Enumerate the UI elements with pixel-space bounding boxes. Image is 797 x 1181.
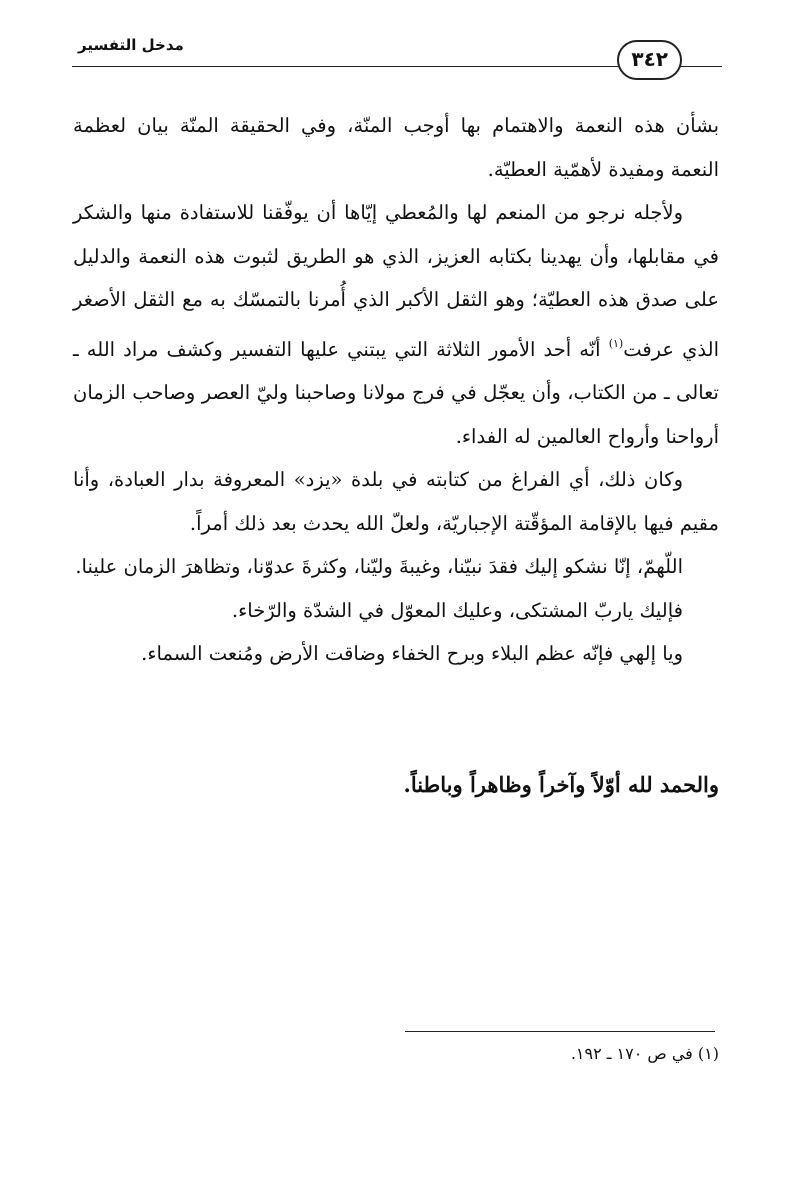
paragraph: اللّهمّ، إنّا نشكو إليك فقدَ نبيّنا، وغيبةَ وليّنا، وكثرةَ عدوّنا، وتظاهرَ الزمان علينا.: [75, 555, 683, 578]
paragraph-text: ولأجله نرجو من المنعم لها والمُعطي إيّاها أن يوفّقنا للاستفادة منها والشكر في مقابلها، وأن يهدينا بكتابه العزيز، الذي هو الطريق لثبوت هذه النعمة والدليل على صدق هذه العطيّة؛ وهو الثقل الأكبر الذي أُمرنا بالتمسّك به مع الثقل الأصغر الذي عرفت: [73, 201, 720, 361]
running-title: مدخل التفسير: [78, 36, 184, 54]
paragraph-text: أنّه أحد الأمور الثلاثة التي يبتني عليها التفسير وكشف مراد الله ـ تعالى ـ من الكتاب، وأن يعجّل في فرج مولانا وصاحبنا وليّ العصر وصاحب الزمان أرواحنا وأرواح العالمين له الفداء.: [73, 337, 719, 448]
footnote-reference: (١): [608, 336, 624, 350]
prayer-line: ويا إلهي فإنّه عظم البلاء وبرح الخفاء وضاقت الأرض ومُنعت السماء.: [141, 642, 683, 665]
page-number: ٣٤٢: [617, 40, 682, 80]
footnote-divider: [405, 1031, 715, 1032]
paragraph: بشأن هذه النعمة والاهتمام بها أوجب المنّة، وفي الحقيقة المنّة بيان لعظمة النعمة ومفيدة لأهمّية العطيّة.: [73, 114, 719, 181]
running-header: [72, 30, 722, 71]
prayer-line: فإليك ياربّ المشتكى، وعليك المعوّل في الشدّة والرّخاء.: [231, 598, 683, 622]
paragraph: وكان ذلك، أي الفراغ من كتابته في بلدة «يزد» المعروفة بدار العبادة، وأنا مقيم فيها بالإقامة المؤقّتة الإجباريّة، ولعلّ الله يحدث بعد ذلك أمراً.: [73, 468, 719, 535]
main-text: [73, 104, 719, 676]
closing-praise: والحمد لله أوّلاً وآخراً وظاهراً وباطناً.: [403, 772, 719, 797]
footnote: (١) في ص ١٧٠ ـ ١٩٢.: [570, 1044, 719, 1063]
paragraph: [73, 191, 719, 458]
